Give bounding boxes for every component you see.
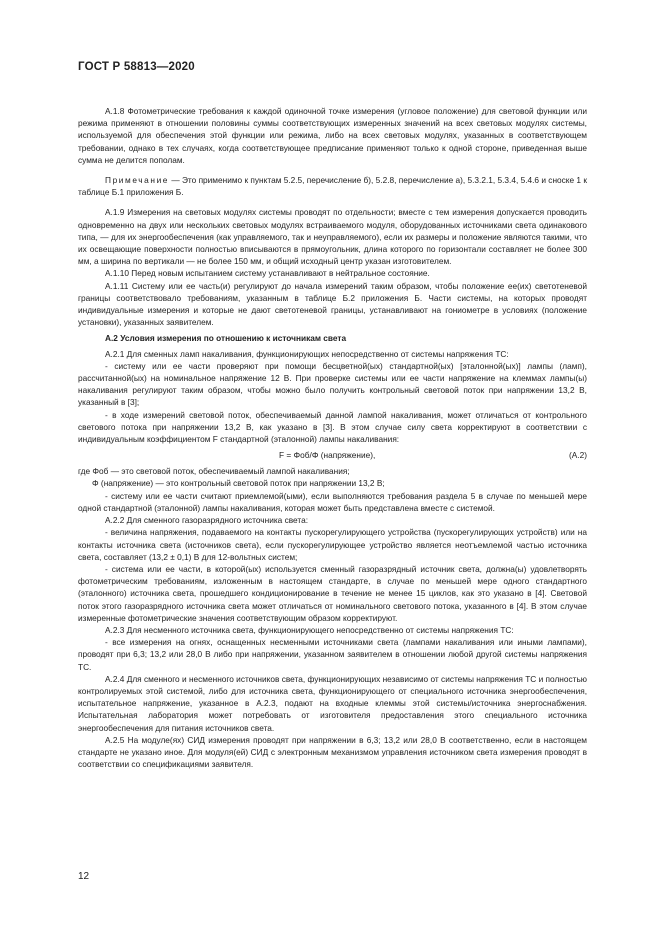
list-item-a2-1-1: - систему или ее части проверяют при помощи бесцветной(ых) стандартной(ых) [эталонной(ых)] лампы (ламп), рассчитанной(ых) на номинальное напряжение 12 В. При проверке системы или ее части напряжение на клеммах лампы(ы) накаливания регулируют таким образом, чтобы можно было получить контрольный световой поток при напряжении 13,2 В, указанный в [3]; (78, 360, 587, 408)
formula-expression: F = Φоб/Φ (напряжение), (279, 450, 376, 461)
document-body (78, 105, 587, 770)
page-number: 12 (78, 871, 90, 882)
formula-where-1: где Φоб — это световой поток, обеспечиваемый лампой накаливания; (78, 466, 350, 477)
section-title-a2: А.2 Условия измерения по отношению к источникам света (105, 333, 347, 344)
document-header: ГОСТ Р 58813—2020 (78, 61, 195, 73)
list-item-a2-1-3: - систему или ее части считают приемлемой(ыми), если выполняются требования раздела 5 в случае по меньшей мере одной стандартной (эталонной) лампы накаливания, которая может быть представлена вместе с системой. (78, 490, 587, 513)
list-item-a2-2-1: - величина напряжения, подаваемого на контакты пускорегулирующего устройства (пускорегулирующих устройств) или на контакты источника света (источников света), если пускорегулирующее устройство является неотъемлемой частью источника света, составляет (13,2 ± 0,1) В для 12-вольтных систем; (78, 527, 587, 562)
paragraph-a1-8: А.1.8 Фотометрические требования к каждой одиночной точке измерения (угловое положение) для световой функции или режима применяют в отношении половины суммы соответствующих измеренных значений на всех световых модулях системы, используемой для обеспечения этой функции или режима, либо на всех световых модулях, указанных в соответствующем требовании, однако в тех случаях, когда соответствующее предписание применяют только к одной стороне, приведенная выше сумма не делится пополам. (78, 106, 587, 165)
formula-where-2: Φ (напряжение) — это контрольный световой поток при напряжении 13,2 В; (92, 478, 385, 489)
paragraph-a2-2: А.2.2 Для сменного газоразрядного источника света: (105, 515, 309, 526)
list-item-a2-3-1: - все измерения на огнях, оснащенных несменными источниками света (лампами накаливания или иными лампами), проводят при 6,3; 13,2 или 28,0 В либо при напряжении, указанном заявителем в отношении любой другой системы напряжения ТС. (78, 637, 587, 672)
paragraph-a2-4: А.2.4 Для сменного и несменного источников света, функционирующих независимо от системы напряжения ТС и полностью контролируемых этой системой, либо для источника света, функционирующего от специального источника энергообеспечения, испытательное напряжение, указанное в А.2.3, подают на входные клеммы этой системы/источника энергоснабжения. Испытательная лаборатория может потребовать от изготовителя предоставления этого специального источника энергообеспечения для питания источников света. (78, 673, 587, 733)
note-text: — Это применимо к пунктам 5.2.5, перечисление б), 5.2.8, перечисление а), 5.3.2.1, 5.3.4, 5.4.6 и сноске 1 к таблице Б.1 приложения Б. (78, 175, 587, 198)
formula-number: (А.2) (569, 450, 587, 461)
paragraph-a2-3: А.2.3 Для несменного источника света, функционирующего непосредственно от системы напряжения ТС: (105, 624, 514, 635)
paragraph-a1-9: А.1.9 Измерения на световых модулях системы проводят по отдельности; вместе с тем измерения допускается проводить одновременно на двух или нескольких световых модулях встраиваемого модуля, оборудованных источниками света одинакового типа, — для их энергообеспечения (как управляемого, так и неуправляемого), если их размеры и положение являются такими, что их освещающие поверхности полностью вписываются в прямоугольник, длина которого по горизонтали составляет не более 300 мм, а ширина по вертикали — не более 150 мм, и общий исходный центр указан изготовителем. (78, 207, 587, 267)
list-item-a2-2-2: - система или ее части, в которой(ых) используется сменный газоразрядный источник света, должна(ы) удовлетворять фотометрическим требованиям, изложенным в настоящем стандарте, в случае по меньшей мере одного стандартного (эталонного) источника света, прошедшего кондиционирование в течение не менее 15 циклов, как это указано в [4]. Световой поток этого газоразрядного источника света может отличаться от номинального светового потока, указанного в [4]. В этом случае измеренные фотометрические значения соответствующим образом корректируют. (78, 563, 587, 623)
note-paragraph (78, 174, 587, 198)
list-item-a2-1-2: - в ходе измерений световой поток, обеспечиваемый данной лампой накаливания, может отличаться от контрольного светового потока при напряжении 13,2 В, как указано в [3]. В этом случае силу света корректируют в соответствии с индивидуальным коэффициентом F стандартной (эталонной) лампы накаливания: (78, 409, 587, 445)
formula-a2 (78, 448, 587, 462)
note-label: Примечание (105, 175, 170, 186)
paragraph-a2-5: А.2.5 На модуле(ях) СИД измерения проводят при напряжении в 6,3; 13,2 или 28,0 В соответственно, если в настоящем стандарте не указано иное. Для модуля(ей) СИД с электронным механизмом управления источником света измерения проводят в соответствии со спецификациями заявителя. (78, 734, 587, 770)
paragraph-a1-11: А.1.11 Систему или ее часть(и) регулируют до начала измерений таким образом, чтобы положение ее(их) светотеневой границы соответствовало требованиям, указанным в таблице Б.2 приложения Б. Части системы, на которых проводят индивидуальные измерения и которые не дают светотеневой границы, устанавливают на гониометре в условиях (положение установки), указанных заявителем. (78, 280, 587, 328)
paragraph-a1-10: А.1.10 Перед новым испытанием систему устанавливают в нейтральное состояние. (105, 268, 430, 279)
paragraph-a2-1: А.2.1 Для сменных ламп накаливания, функционирующих непосредственно от системы напряжения ТС: (105, 348, 509, 359)
